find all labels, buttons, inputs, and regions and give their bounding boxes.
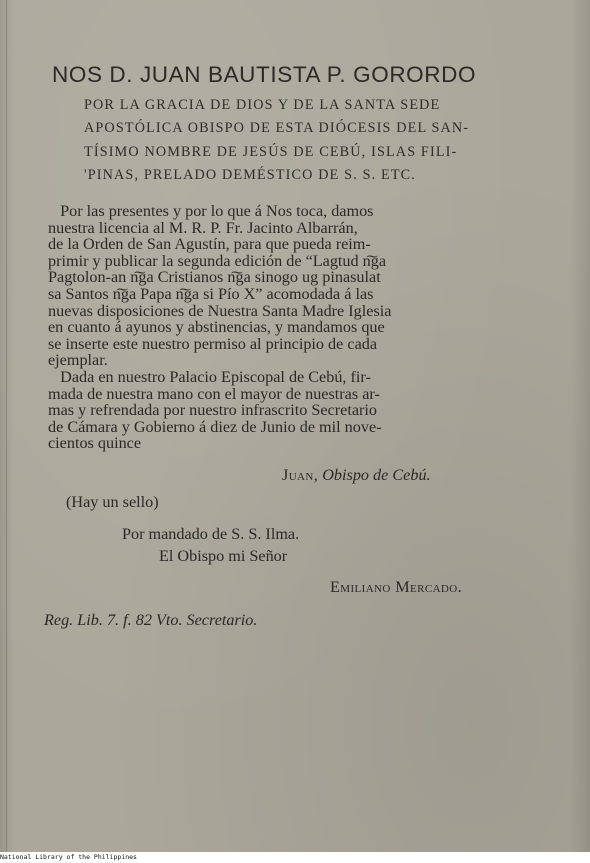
mandate-line: Por mandado de S. S. Ilma. — [122, 525, 300, 543]
body-line: en cuanto á ayunos y abstinencias, y mandamos que — [48, 318, 385, 337]
bishop-name: Juan, — [282, 466, 319, 484]
body-line: de la Orden de San Agustín, para que pueda reim- — [48, 235, 371, 254]
document-title: NOS D. JUAN BAUTISTA P. GORORDO — [52, 62, 477, 87]
page-edge-line — [6, 0, 7, 852]
body-line: cientos quince — [48, 434, 142, 453]
body-line: mada de nuestra mano con el mayor de nuestras ar- — [48, 384, 380, 403]
license-body — [48, 203, 508, 452]
secretary-signature: Emiliano Mercado. — [330, 578, 463, 596]
subheading-line: 'PINAS, PRELADO DEMÉSTICO DE S. S. ETC. — [84, 166, 416, 183]
body-line: Pagtolon-an n͠ga Cristianos n͠ga sinogo ug pinasulat — [48, 268, 381, 287]
registry-note: Reg. Lib. 7. f. 82 Vto. Secretario. — [44, 611, 258, 629]
mandate-line: El Obispo mi Señor — [159, 547, 288, 565]
library-footer: National Library of the Philippines — [0, 853, 137, 861]
bishop-title: Obispo de Cebú. — [322, 466, 431, 484]
subheading-line: TÍSIMO NOMBRE DE JESÚS DE CEBÚ, ISLAS FILI- — [84, 143, 458, 160]
body-line: mas y refrendada por nuestro infrascrito Secretario — [48, 401, 378, 420]
body-line: se inserte este nuestro permiso al principio de cada — [48, 334, 378, 353]
body-line: primir y publicar la segunda edición de “Lagtud n͠ga — [48, 251, 387, 270]
body-line: Por las presentes y por lo que á Nos toca, damos — [48, 202, 374, 220]
body-line: nuevas disposiciones de Nuestra Santa Madre Iglesia — [48, 301, 392, 320]
title-subheading — [84, 94, 524, 187]
subheading-line: APOSTÓLICA OBISPO DE ESTA DIÓCESIS DEL SAN- — [84, 120, 470, 137]
body-line: sa Santos n͠ga Papa n͠ga si Pío X” acomodada á las — [48, 284, 374, 303]
bishop-signature — [282, 466, 431, 485]
body-line: Dada en nuestro Palacio Episcopal de Cebú, fir- — [48, 367, 371, 386]
body-line: nuestra licencia al M. R. P. Fr. Jacinto Albarrán, — [48, 218, 358, 237]
body-line: de Cámara y Gobierno á diez de Junio de mil nove- — [48, 417, 382, 436]
subheading-line: POR LA GRACIA DE DIOS Y DE LA SANTA SEDE — [84, 97, 441, 113]
seal-note: (Hay un sello) — [66, 493, 159, 511]
mandate-block — [122, 523, 299, 567]
body-line: ejemplar. — [48, 351, 108, 370]
